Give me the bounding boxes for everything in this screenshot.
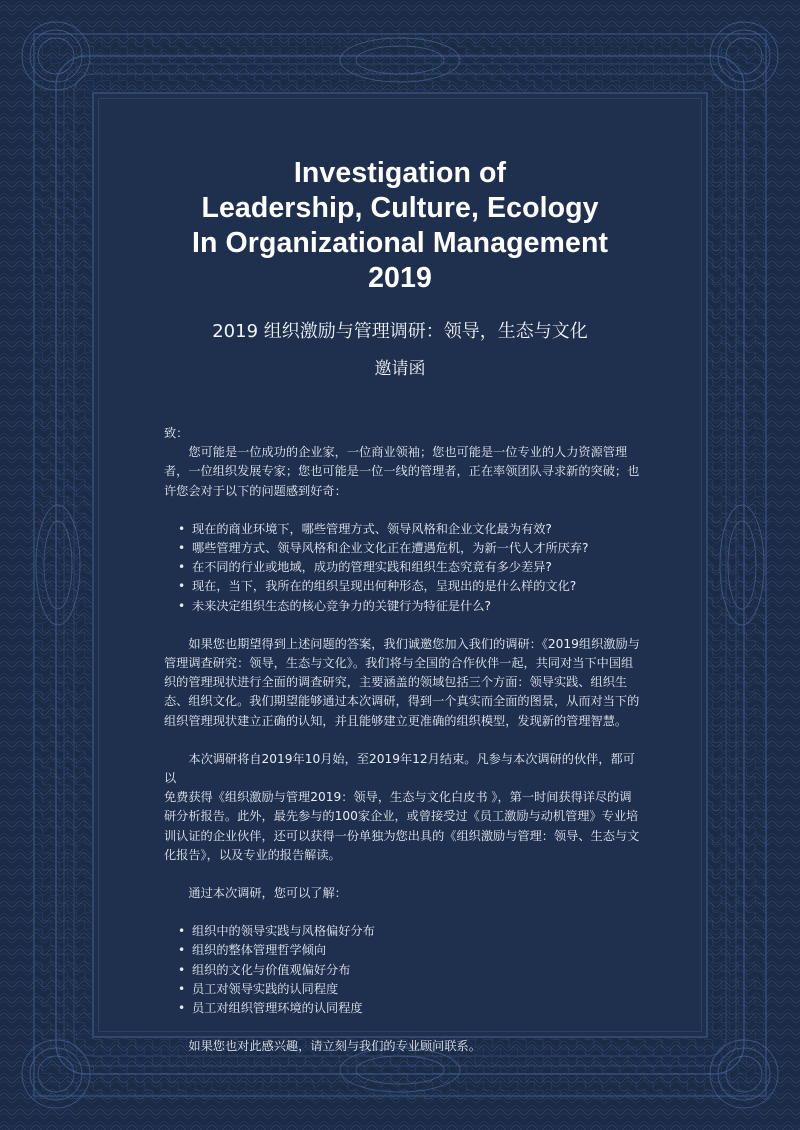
paragraph-line: 态、组织文化。我们期望能够通过本次调研，得到一个真实而全面的图景，从而对当下的 — [164, 694, 640, 709]
list-item: • 哪些管理方式、领导风格和企业文化正在遭遇危机，为新一代人才所厌弃? — [178, 539, 642, 558]
list-item: • 组织的整体管理哲学倾向 — [178, 941, 642, 960]
paragraph-line: 许您会对于以下的问题感到好奇： — [164, 483, 347, 498]
list-item: • 组织的文化与价值观偏好分布 — [178, 961, 642, 980]
closing-line: 如果您也对此感兴趣，请立刻与我们的专业顾问联系。 — [188, 1039, 481, 1054]
learn-intro: 通过本次调研，您可以了解： — [188, 886, 347, 901]
paragraph-line: 如果您也期望得到上述问题的答案，我们诚邀您加入我们的调研：《2019组织激励与 — [188, 636, 640, 651]
invitation-paragraph — [164, 635, 642, 731]
list-item: • 未来决定组织生态的核心竞争力的关键行为特征是什么? — [178, 597, 642, 616]
title-line: Leadership, Culture, Ecology — [201, 192, 599, 224]
paragraph-line: 本次调研将自2019年10月始，至2019年12月结束。凡参与本次调研的伙伴，都可以 — [164, 751, 635, 786]
list-item: • 现在的商业环境下，哪些管理方式、领导风格和企业文化最为有效? — [178, 520, 642, 539]
paragraph-line: 研分析报告。此外，最先参与的100家企业，或曾接受过《员工激励与动机管理》专业培 — [164, 809, 639, 824]
document-subtitle: 2019 组织激励与管理调研：领导，生态与文化 — [212, 321, 588, 342]
paragraph-line: 化报告》，以及专业的报告解读。 — [164, 847, 341, 862]
intro-paragraph — [164, 443, 642, 501]
schedule-paragraph — [164, 750, 642, 865]
paragraph-line: 组织管理现状建立正确的认知，并且能够建立更准确的组织模型，发现新的管理智慧。 — [164, 713, 628, 728]
title-line: Investigation of — [293, 157, 507, 189]
title-line: 2019 — [368, 262, 432, 294]
list-item: • 员工对领导实践的认同程度 — [178, 980, 642, 999]
benefit-list — [164, 922, 642, 1018]
document-title — [92, 156, 708, 296]
paragraph-line: 管理调查研究：领导，生态与文化》。我们将与全国的合作伙伴一起，共同对当下中国组 — [164, 656, 634, 671]
paragraph-line: 免费获得《组织激励与管理2019：领导，生态与文化白皮书 》，第一时间获得详尽的调 — [164, 790, 632, 805]
salutation: 致： — [164, 426, 189, 440]
list-item: • 现在，当下，我所在的组织呈现出何种形态，呈现出的是什么样的文化? — [178, 577, 642, 596]
invitation-heading: 邀请函 — [374, 359, 426, 379]
list-item: • 员工对组织管理环境的认同程度 — [178, 999, 642, 1018]
paragraph-line: 织的管理现状进行全面的调查研究，主要涵盖的领域包括三个方面：领导实践、组织生 — [164, 675, 628, 690]
list-item: • 组织中的领导实践与风格偏好分布 — [178, 922, 642, 941]
question-list — [164, 520, 642, 616]
paragraph-line: 训认证的企业伙伴，还可以获得一份单独为您出具的《组织激励与管理：领导、生态与文 — [164, 828, 640, 843]
title-line: In Organizational Management — [191, 227, 609, 259]
list-item: • 在不同的行业或地域，成功的管理实践和组织生态究竟有多少差异? — [178, 558, 642, 577]
paragraph-line: 您可能是一位成功的企业家，一位商业领袖；您也可能是一位专业的人力资源管理 — [188, 445, 628, 460]
paragraph-line: 者，一位组织发展专家；您也可能是一位一线的管理者，正在率领团队寻求新的突破；也 — [164, 464, 640, 479]
letter-body — [164, 424, 642, 1056]
